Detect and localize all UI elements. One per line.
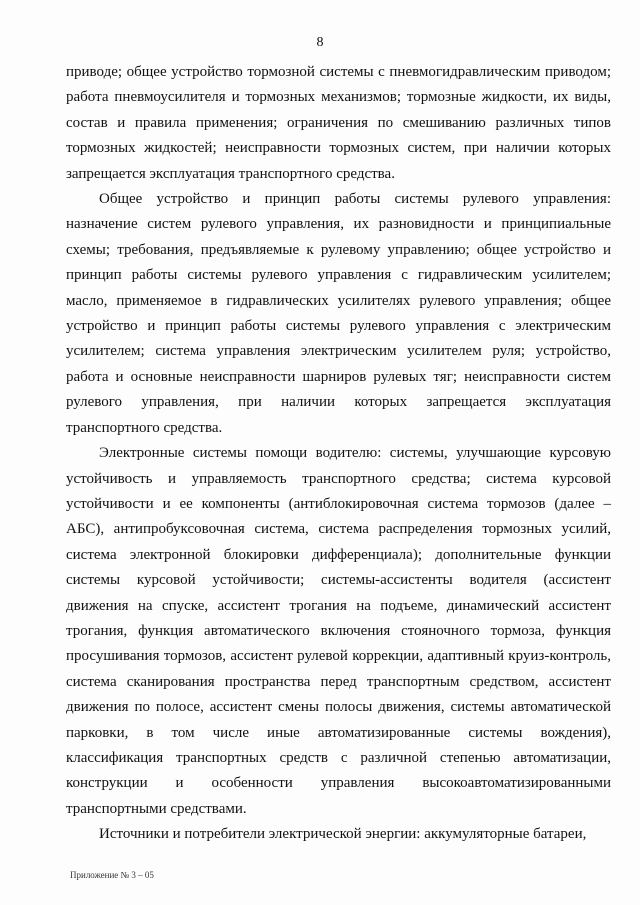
page-number: 8 <box>316 35 324 50</box>
paragraph-electrical: Источники и потребители электрической энергии: аккумуляторные батареи, <box>99 826 587 843</box>
paragraph-driver-assist: Электронные системы помощи водителю: системы, улучшающие курсовую устойчивость и управляемость транспортного средства; система курсовой устойчивости и ее компоненты (антиблокировочная система тормозов (далее – АБС), антипробуксовочная система, система распределения тормозных усилий, система электронной блокировки дифференциала); дополнительные функции системы курсовой устойчивости; системы-ассистенты водителя (ассистент движения на спуске, ассистент трогания на подъеме, динамический ассистент трогания, функция автоматического включения стояночного тормоза, функция просушивания тормозов, ассистент рулевой коррекции, адаптивный круиз-контроль, система сканирования пространства перед транспортным средством, ассистент движения по полосе, ассистент смены полосы движения, системы автоматической парковки, в том числе иные автоматизированные системы вождения), классификация транспортных средств с различной степенью автоматизации, конструкции и особенности управления высокоавтоматизированными транспортными средствами. <box>66 445 611 817</box>
footer-appendix-label: Приложение № 3 – 05 <box>70 870 154 880</box>
paragraph-steering: Общее устройство и принцип работы системы рулевого управления: назначение систем рулевого управления, их разновидности и принципиальные схемы; требования, предъявляемые к рулевому управлению; общее устройство и принцип работы системы рулевого управления с гидравлическим усилителем; масло, применяемое в гидравлических усилителях рулевого управления; общее устройство и принцип работы системы рулевого управления с электрическим усилителем; система управления электрическим усилителем руля; устройство, работа и основные неисправности шарниров рулевых тяг; неисправности систем рулевого управления, при наличии которых запрещается эксплуатация транспортного средства. <box>66 191 611 436</box>
paragraph-continuation: приводе; общее устройство тормозной системы с пневмогидравлическим приводом; работа пневмоусилителя и тормозных механизмов; тормозные жидкости, их виды, состав и правила применения; ограничения по смешиванию различных типов тормозных жидкостей; неисправности тормозных систем, при наличии которых запрещается эксплуатация транспортного средства. <box>66 64 611 182</box>
document-body <box>66 60 611 848</box>
